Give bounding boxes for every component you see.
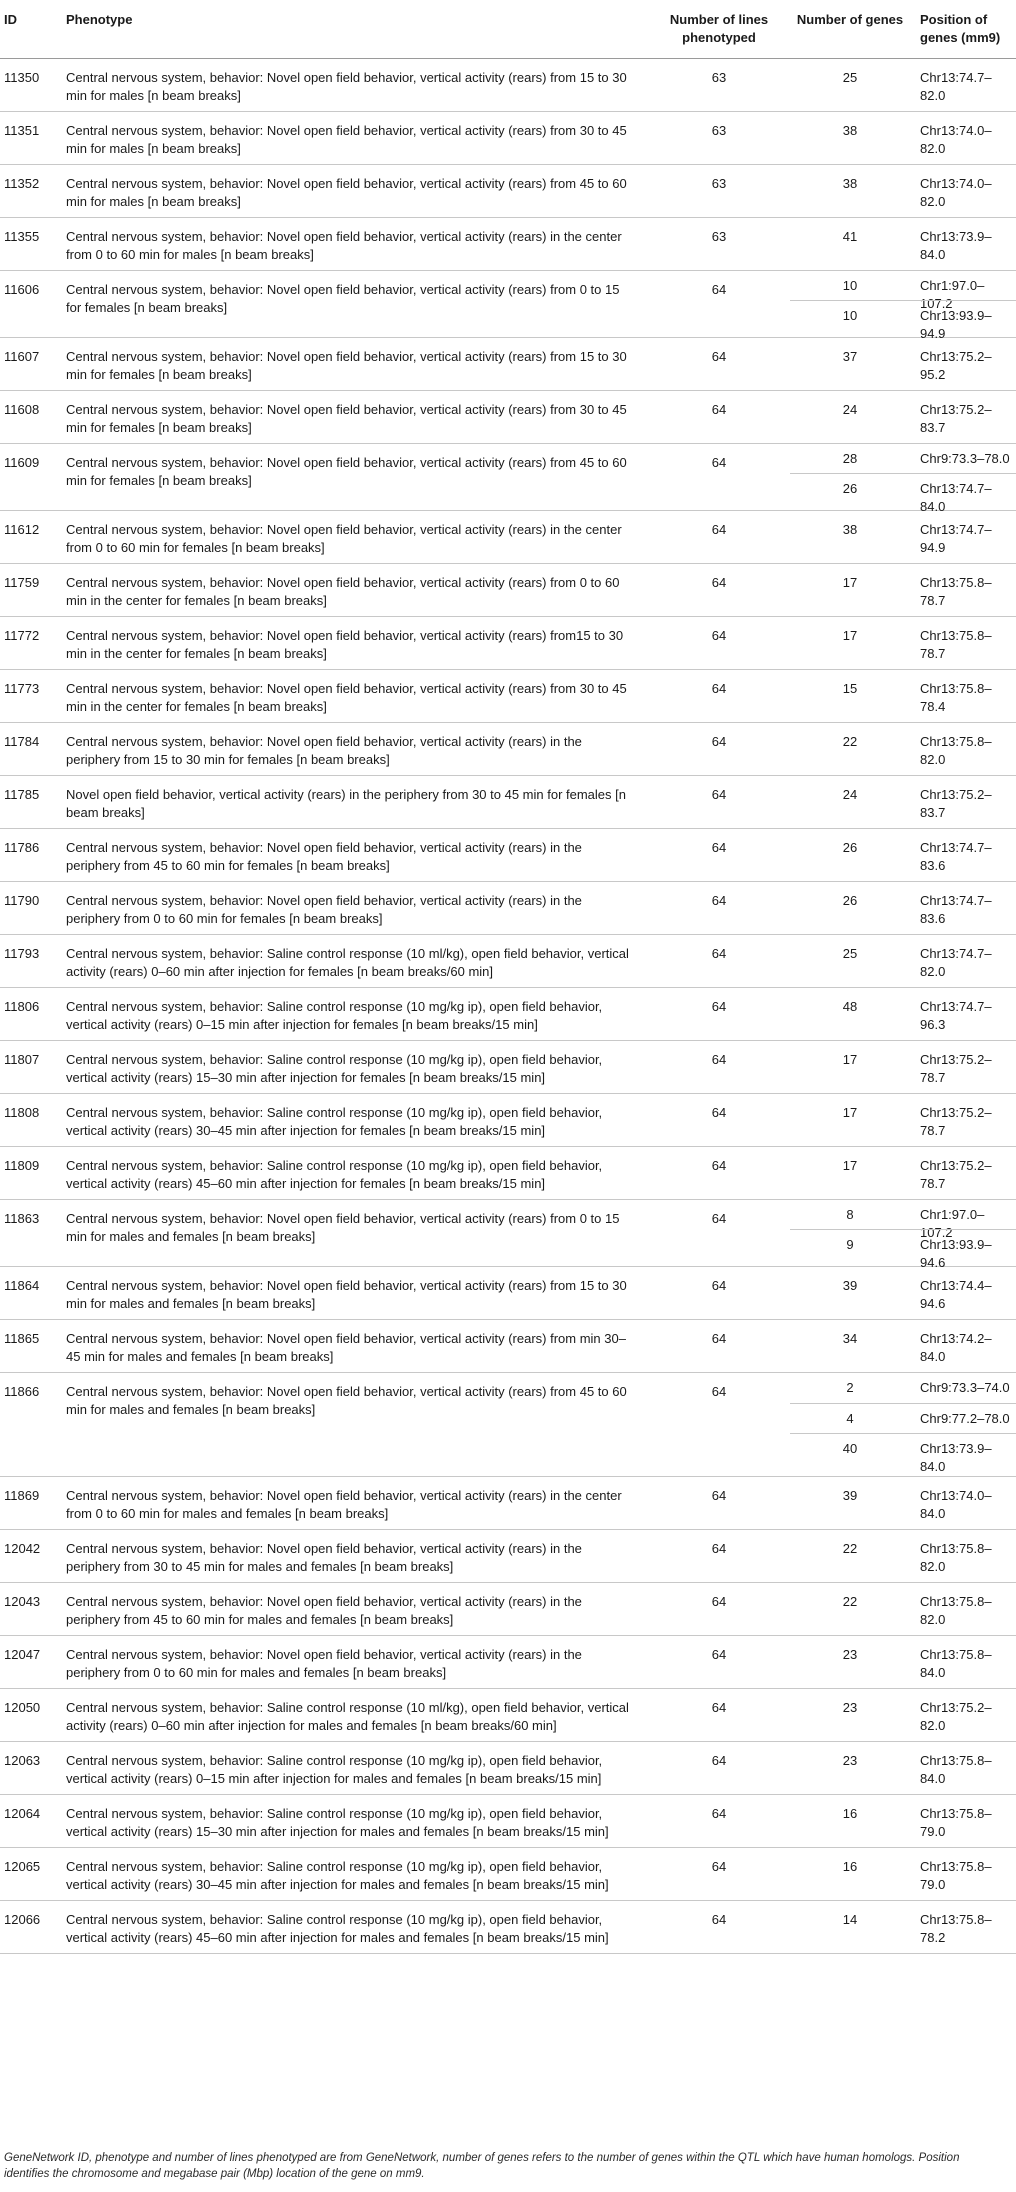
cell-id: 11773 [0,669,66,722]
cell-position: Chr13:75.8–78.4 [920,680,992,714]
cell-genes: 9 [846,1236,854,1252]
table-row [0,722,1016,775]
table-row [0,1372,1016,1476]
cell-position: Chr13:75.8–78.2 [920,1911,992,1945]
cell-id: 11350 [0,58,66,111]
cell-genes-positions [790,1319,1016,1372]
cell-genes: 25 [842,69,858,85]
cell-position: Chr13:74.2–84.0 [920,1330,992,1364]
cell-genes: 38 [842,175,858,191]
cell-lines: 64 [648,270,790,337]
table-row [0,1529,1016,1582]
header-position: Position of genes (mm9) [910,0,1016,58]
table-row [0,881,1016,934]
cell-phenotype: Central nervous system, behavior: Saline control response (10 mg/kg ip), open field behavior, vertical activity (rears) 45–60 min after injection for females [n beam breaks/15 min] [66,1146,648,1199]
cell-lines: 64 [648,987,790,1040]
cell-phenotype: Novel open field behavior, vertical activity (rears) in the periphery from 30 to 45 min for females [n beam breaks] [66,775,648,828]
cell-genes: 40 [842,1440,858,1456]
gene-subrow [790,1200,1016,1240]
cell-genes: 37 [842,348,858,364]
cell-phenotype: Central nervous system, behavior: Novel open field behavior, vertical activity (rears) in the periphery from 45 to 60 min for females [n beam breaks] [66,828,648,881]
gene-subrow [790,271,1016,311]
cell-phenotype: Central nervous system, behavior: Novel open field behavior, vertical activity (rears) from 30 to 45 min for females [n beam breaks] [66,390,648,443]
cell-genes: 28 [842,450,858,466]
cell-genes-positions [790,1847,1016,1900]
gene-subrow [790,1267,1016,1309]
table-row [0,1794,1016,1847]
cell-lines: 64 [648,775,790,828]
gene-subrow [790,1041,1016,1083]
cell-id: 11759 [0,563,66,616]
cell-lines: 63 [648,217,790,270]
cell-phenotype: Central nervous system, behavior: Novel open field behavior, vertical activity (rears) in the center from 0 to 60 min for females [n beam breaks] [66,510,648,563]
table-row [0,1847,1016,1900]
cell-position: Chr9:73.3–78.0 [920,450,1010,466]
cell-genes-positions [790,1199,1016,1270]
cell-genes-positions [790,1529,1016,1582]
gene-subrow [790,935,1016,977]
cell-phenotype: Central nervous system, behavior: Novel open field behavior, vertical activity (rears) from 45 to 60 min for males and females [n beam breaks] [66,1372,648,1476]
cell-id: 11352 [0,164,66,217]
cell-id: 12063 [0,1741,66,1794]
cell-genes-positions [790,510,1016,563]
cell-genes-positions [790,1794,1016,1847]
cell-position: Chr13:75.8–84.0 [920,1646,992,1680]
cell-id: 11866 [0,1372,66,1476]
cell-lines: 64 [648,669,790,722]
cell-position: Chr13:74.7–83.6 [920,892,992,926]
cell-id: 11809 [0,1146,66,1199]
cell-genes: 23 [842,1699,858,1715]
cell-phenotype: Central nervous system, behavior: Novel open field behavior, vertical activity (rears) from 30 to 45 min for males [n beam breaks] [66,111,648,164]
cell-position: Chr13:75.8–78.7 [920,627,992,661]
cell-genes: 8 [846,1206,854,1222]
gene-subrow [790,1583,1016,1625]
cell-genes-positions [790,1040,1016,1093]
cell-id: 11607 [0,337,66,390]
cell-phenotype: Central nervous system, behavior: Saline control response (10 mg/kg ip), open field behavior, vertical activity (rears) 15–30 min after injection for females [n beam breaks/15 min] [66,1040,648,1093]
cell-position: Chr13:75.8–79.0 [920,1805,992,1839]
gene-subrow [790,1795,1016,1837]
cell-phenotype: Central nervous system, behavior: Novel open field behavior, vertical activity (rears) from 15 to 30 min for males [n beam breaks] [66,58,648,111]
cell-genes: 38 [842,521,858,537]
cell-genes: 24 [842,401,858,417]
cell-lines: 63 [648,58,790,111]
cell-genes-positions [790,58,1016,111]
cell-id: 11864 [0,1266,66,1319]
cell-position: Chr13:75.8–82.0 [920,1593,992,1627]
cell-genes-positions [790,1741,1016,1794]
cell-phenotype: Central nervous system, behavior: Novel open field behavior, vertical activity (rears) in the periphery from 45 to 60 min for males and females [n beam breaks] [66,1582,648,1635]
cell-genes-positions [790,616,1016,669]
table-row [0,337,1016,390]
header-phenotype: Phenotype [66,0,648,58]
gene-subrow [790,1689,1016,1731]
gene-subrow [790,218,1016,260]
cell-genes: 17 [842,574,858,590]
cell-genes-positions [790,390,1016,443]
gene-subrow [790,59,1016,101]
gene-subrow [790,391,1016,433]
cell-genes: 38 [842,122,858,138]
cell-genes-positions [790,1372,1016,1476]
cell-genes: 17 [842,1104,858,1120]
cell-genes: 17 [842,1051,858,1067]
cell-genes: 2 [846,1379,854,1395]
gene-subrow [790,617,1016,659]
cell-lines: 64 [648,1688,790,1741]
cell-position: Chr13:74.0–82.0 [920,122,992,156]
table-row [0,1319,1016,1372]
cell-position: Chr13:74.7–96.3 [920,998,992,1032]
table-row [0,1199,1016,1266]
cell-phenotype: Central nervous system, behavior: Novel open field behavior, vertical activity (rears) from 15 to 30 min for males and females [n beam breaks] [66,1266,648,1319]
cell-position: Chr13:74.4–94.6 [920,1277,992,1311]
cell-position: Chr13:74.0–84.0 [920,1487,992,1521]
cell-genes: 26 [842,839,858,855]
cell-phenotype: Central nervous system, behavior: Saline control response (10 ml/kg), open field behavior, vertical activity (rears) 0–60 min after injection for females [n beam breaks/60 min] [66,934,648,987]
cell-id: 11606 [0,270,66,337]
cell-id: 11786 [0,828,66,881]
cell-lines: 64 [648,934,790,987]
table-row [0,1266,1016,1319]
cell-lines: 64 [648,1146,790,1199]
cell-position: Chr13:75.8–82.0 [920,1540,992,1574]
header-row [0,0,1016,58]
cell-genes: 15 [842,680,858,696]
cell-position: Chr1:97.0–107.2 [920,1206,985,1240]
header-id: ID [0,0,66,58]
cell-id: 11863 [0,1199,66,1266]
cell-position: Chr13:75.8–84.0 [920,1752,992,1786]
cell-position: Chr13:75.8–82.0 [920,733,992,767]
gene-subrow [790,1848,1016,1890]
cell-genes-positions [790,443,1016,514]
cell-id: 12043 [0,1582,66,1635]
cell-position: Chr13:93.9–94.9 [920,307,992,341]
table-row [0,111,1016,164]
table-row [0,58,1016,111]
cell-genes-positions [790,934,1016,987]
cell-id: 11772 [0,616,66,669]
cell-lines: 64 [648,1741,790,1794]
table-row [0,1040,1016,1093]
table-row [0,1093,1016,1146]
cell-position: Chr13:75.2–83.7 [920,401,992,435]
cell-lines: 63 [648,111,790,164]
table-row [0,510,1016,563]
cell-genes: 10 [842,307,858,323]
cell-genes: 22 [842,1593,858,1609]
cell-id: 11806 [0,987,66,1040]
cell-id: 12047 [0,1635,66,1688]
cell-id: 11869 [0,1476,66,1529]
cell-genes-positions [790,1635,1016,1688]
cell-phenotype: Central nervous system, behavior: Novel open field behavior, vertical activity (rears) from min 30–45 min for males and females [n beam breaks] [66,1319,648,1372]
cell-position: Chr13:75.2–83.7 [920,786,992,820]
cell-genes: 39 [842,1277,858,1293]
cell-id: 12065 [0,1847,66,1900]
cell-lines: 64 [648,510,790,563]
table-row [0,270,1016,337]
table-row [0,1741,1016,1794]
cell-id: 12066 [0,1900,66,1953]
cell-id: 11608 [0,390,66,443]
cell-genes: 17 [842,627,858,643]
gene-subrow [790,300,1016,341]
cell-genes-positions [790,1146,1016,1199]
cell-genes: 16 [842,1858,858,1874]
cell-genes: 26 [842,892,858,908]
cell-position: Chr13:75.2–78.7 [920,1051,992,1085]
cell-lines: 64 [648,1635,790,1688]
table-row [0,443,1016,510]
cell-lines: 64 [648,828,790,881]
cell-phenotype: Central nervous system, behavior: Novel open field behavior, vertical activity (rears) from 45 to 60 min for males [n beam breaks] [66,164,648,217]
cell-position: Chr13:74.7–83.6 [920,839,992,873]
cell-position: Chr13:75.2–82.0 [920,1699,992,1733]
cell-genes-positions [790,1900,1016,1953]
cell-phenotype: Central nervous system, behavior: Novel open field behavior, vertical activity (rears) from 0 to 15 min for males and females [n beam breaks] [66,1199,648,1266]
cell-lines: 64 [648,337,790,390]
gene-subrow [790,1147,1016,1189]
cell-lines: 64 [648,1199,790,1266]
cell-genes: 24 [842,786,858,802]
cell-genes: 22 [842,1540,858,1556]
cell-position: Chr9:77.2–78.0 [920,1410,1010,1426]
table-row [0,669,1016,722]
cell-phenotype: Central nervous system, behavior: Saline control response (10 mg/kg ip), open field behavior, vertical activity (rears) 0–15 min after injection for males and females [n beam breaks/15 min] [66,1741,648,1794]
table-row [0,164,1016,217]
cell-position: Chr9:73.3–74.0 [920,1379,1010,1395]
cell-phenotype: Central nervous system, behavior: Novel open field behavior, vertical activity (rears) in the periphery from 15 to 30 min for females [n beam breaks] [66,722,648,775]
cell-genes-positions [790,164,1016,217]
cell-genes: 48 [842,998,858,1014]
cell-position: Chr13:75.2–78.7 [920,1104,992,1138]
cell-genes-positions [790,881,1016,934]
table-body [0,58,1016,1953]
cell-genes: 41 [842,228,858,244]
gene-subrow [790,112,1016,154]
cell-id: 11351 [0,111,66,164]
cell-id: 11785 [0,775,66,828]
cell-id: 12042 [0,1529,66,1582]
cell-id: 11793 [0,934,66,987]
gene-subrow [790,670,1016,712]
gene-subrow [790,776,1016,818]
cell-genes-positions [790,1093,1016,1146]
table-row [0,1476,1016,1529]
cell-lines: 64 [648,1794,790,1847]
cell-position: Chr13:93.9–94.6 [920,1236,992,1270]
cell-id: 11808 [0,1093,66,1146]
cell-genes: 39 [842,1487,858,1503]
cell-id: 12050 [0,1688,66,1741]
cell-phenotype: Central nervous system, behavior: Novel open field behavior, vertical activity (rears) from 0 to 60 min in the center for females [n beam breaks] [66,563,648,616]
gene-subrow [790,1742,1016,1784]
cell-lines: 64 [648,1372,790,1476]
cell-phenotype: Central nervous system, behavior: Saline control response (10 mg/kg ip), open field behavior, vertical activity (rears) 0–15 min after injection for females [n beam breaks/15 min] [66,987,648,1040]
cell-genes: 17 [842,1157,858,1173]
cell-position: Chr13:74.0–82.0 [920,175,992,209]
gene-subrow [790,338,1016,380]
cell-phenotype: Central nervous system, behavior: Novel open field behavior, vertical activity (rears) in the periphery from 0 to 60 min for females [n beam breaks] [66,881,648,934]
cell-lines: 64 [648,881,790,934]
cell-id: 11355 [0,217,66,270]
cell-lines: 64 [648,1319,790,1372]
cell-genes: 23 [842,1646,858,1662]
table-row [0,616,1016,669]
cell-genes-positions [790,270,1016,341]
gene-subrow [790,723,1016,765]
table-footnote: GeneNetwork ID, phenotype and number of lines phenotyped are from GeneNetwork, number of genes refers to the number of genes within the QTL which have human homologs. Position identifies the chromosome and megabase pair (Mbp) location of the gene on mm9. [4,2152,960,2180]
cell-position: Chr13:74.7–82.0 [920,69,992,103]
cell-position: Chr13:74.7–94.9 [920,521,992,555]
cell-genes-positions [790,337,1016,390]
cell-phenotype: Central nervous system, behavior: Saline control response (10 mg/kg ip), open field behavior, vertical activity (rears) 30–45 min after injection for males and females [n beam breaks/15 min] [66,1847,648,1900]
cell-phenotype: Central nervous system, behavior: Novel open field behavior, vertical activity (rears) in the periphery from 0 to 60 min for males and females [n beam breaks] [66,1635,648,1688]
gene-subrow [790,882,1016,924]
table-row [0,1688,1016,1741]
cell-lines: 64 [648,616,790,669]
cell-phenotype: Central nervous system, behavior: Saline control response (10 mg/kg ip), open field behavior, vertical activity (rears) 45–60 min after injection for males and females [n beam breaks/15 min] [66,1900,648,1953]
cell-position: Chr1:97.0–107.2 [920,277,985,311]
cell-position: Chr13:75.2–95.2 [920,348,992,382]
cell-id: 11865 [0,1319,66,1372]
cell-lines: 64 [648,1266,790,1319]
gene-subrow [790,165,1016,207]
gene-subrow [790,829,1016,871]
gene-subrow [790,988,1016,1030]
cell-genes-positions [790,111,1016,164]
cell-lines: 64 [648,1900,790,1953]
table-row [0,987,1016,1040]
table-row [0,390,1016,443]
cell-phenotype: Central nervous system, behavior: Novel open field behavior, vertical activity (rears) in the center from 0 to 60 min for males and females [n beam breaks] [66,1476,648,1529]
cell-position: Chr13:75.8–79.0 [920,1858,992,1892]
cell-lines: 64 [648,563,790,616]
cell-lines: 64 [648,1529,790,1582]
gene-subrow [790,1530,1016,1572]
cell-genes-positions [790,1266,1016,1319]
gene-subrow [790,473,1016,514]
cell-genes: 10 [842,277,858,293]
gene-subrow [790,1477,1016,1519]
table-row [0,217,1016,270]
cell-genes: 22 [842,733,858,749]
gene-subrow [790,1094,1016,1136]
cell-genes-positions [790,1476,1016,1529]
table-row [0,1146,1016,1199]
gene-subrow [790,1433,1016,1474]
gene-subrow [790,1373,1016,1403]
cell-phenotype: Central nervous system, behavior: Novel open field behavior, vertical activity (rears) from 15 to 30 min for females [n beam breaks] [66,337,648,390]
gene-subrow [790,1636,1016,1678]
table-row [0,1900,1016,1953]
cell-genes: 34 [842,1330,858,1346]
cell-genes-positions [790,669,1016,722]
cell-genes-positions [790,987,1016,1040]
cell-phenotype: Central nervous system, behavior: Saline control response (10 mg/kg ip), open field behavior, vertical activity (rears) 30–45 min after injection for females [n beam breaks/15 min] [66,1093,648,1146]
table-row [0,828,1016,881]
cell-genes-positions [790,1688,1016,1741]
cell-lines: 64 [648,390,790,443]
cell-phenotype: Central nervous system, behavior: Novel open field behavior, vertical activity (rears) from 30 to 45 min in the center for females [n beam breaks] [66,669,648,722]
cell-genes-positions [790,722,1016,775]
table-row [0,1582,1016,1635]
cell-lines: 64 [648,1093,790,1146]
gene-subrow [790,511,1016,553]
cell-genes-positions [790,775,1016,828]
cell-phenotype: Central nervous system, behavior: Novel open field behavior, vertical activity (rears) from15 to 30 min in the center for females [n beam breaks] [66,616,648,669]
cell-id: 12064 [0,1794,66,1847]
cell-genes: 14 [842,1911,858,1927]
cell-position: Chr13:73.9–84.0 [920,228,992,262]
cell-genes: 16 [842,1805,858,1821]
cell-position: Chr13:74.7–84.0 [920,480,992,514]
gene-subrow [790,1901,1016,1943]
cell-id: 11612 [0,510,66,563]
header-lines: Number of lines phenotyped [648,0,790,58]
cell-id: 11609 [0,443,66,510]
cell-genes-positions [790,563,1016,616]
gene-subrow [790,1320,1016,1362]
cell-id: 11790 [0,881,66,934]
cell-position: Chr13:74.7–82.0 [920,945,992,979]
cell-position: Chr13:73.9–84.0 [920,1440,992,1474]
header-genes: Number of genes [790,0,910,58]
cell-id: 11807 [0,1040,66,1093]
cell-position: Chr13:75.2–78.7 [920,1157,992,1191]
cell-lines: 64 [648,1847,790,1900]
cell-lines: 63 [648,164,790,217]
cell-phenotype: Central nervous system, behavior: Novel open field behavior, vertical activity (rears) in the center from 0 to 60 min for males [n beam breaks] [66,217,648,270]
cell-lines: 64 [648,1476,790,1529]
cell-genes-positions [790,1582,1016,1635]
cell-phenotype: Central nervous system, behavior: Saline control response (10 ml/kg), open field behavior, vertical activity (rears) 0–60 min after injection for males and females [n beam breaks/60 min] [66,1688,648,1741]
table-row [0,1635,1016,1688]
cell-genes: 23 [842,1752,858,1768]
cell-genes-positions [790,217,1016,270]
cell-genes: 25 [842,945,858,961]
cell-position: Chr13:75.8–78.7 [920,574,992,608]
cell-id: 11784 [0,722,66,775]
cell-lines: 64 [648,1582,790,1635]
cell-lines: 64 [648,1040,790,1093]
gene-subrow [790,1403,1016,1433]
cell-phenotype: Central nervous system, behavior: Novel open field behavior, vertical activity (rears) in the periphery from 30 to 45 min for males and females [n beam breaks] [66,1529,648,1582]
cell-phenotype: Central nervous system, behavior: Novel open field behavior, vertical activity (rears) from 0 to 15 for females [n beam breaks] [66,270,648,337]
gene-subrow [790,444,1016,473]
cell-lines: 64 [648,722,790,775]
gene-subrow [790,564,1016,606]
table-row [0,934,1016,987]
cell-genes: 4 [846,1410,854,1426]
cell-genes-positions [790,828,1016,881]
table-row [0,775,1016,828]
cell-phenotype: Central nervous system, behavior: Novel open field behavior, vertical activity (rears) from 45 to 60 min for females [n beam breaks] [66,443,648,510]
cell-genes: 26 [842,480,858,496]
gene-subrow [790,1229,1016,1270]
cell-phenotype: Central nervous system, behavior: Saline control response (10 mg/kg ip), open field behavior, vertical activity (rears) 15–30 min after injection for males and females [n beam breaks/15 min] [66,1794,648,1847]
cell-lines: 64 [648,443,790,510]
table-row [0,563,1016,616]
